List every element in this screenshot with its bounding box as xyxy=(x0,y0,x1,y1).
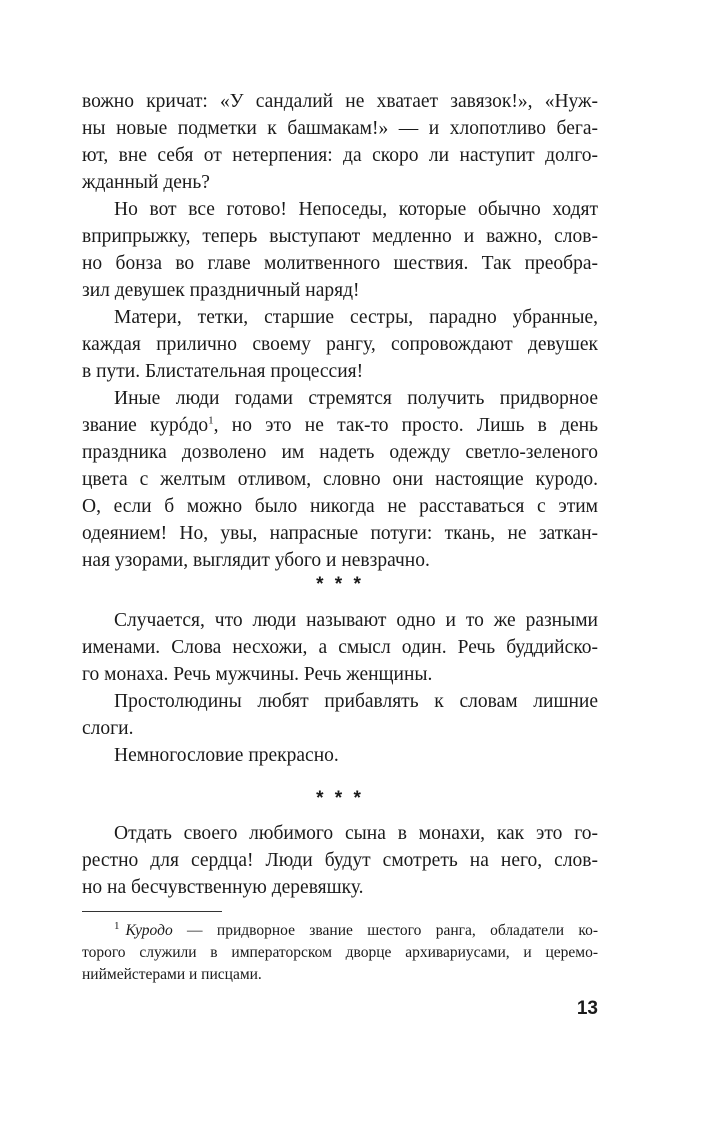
text-line-with-footnote-ref xyxy=(82,412,598,439)
text-line: ют, вне себя от нетерпения: да скоро ли наступит долго- xyxy=(82,145,598,166)
text-line: Матери, тетки, старшие сестры, парадно убранные, xyxy=(114,307,598,328)
section-separator: * * * xyxy=(316,574,364,595)
text-line: го монаха. Речь мужчины. Речь женщины. xyxy=(82,664,433,685)
text-line: зил девушек праздничный наряд! xyxy=(82,280,360,301)
text-line: Но вот все готово! Непоседы, которые обычно ходят xyxy=(114,199,598,220)
text-line: праздника дозволено им надеть одежду светло-зеленого xyxy=(82,442,598,463)
text-line: ная узорами, выглядит убого и невзрачно. xyxy=(82,550,430,571)
text-line: рестно для сердца! Люди будут смотреть на него, слов- xyxy=(82,850,598,871)
footnote-mark: 1 xyxy=(114,919,120,932)
footnote-line xyxy=(82,920,598,942)
text-fragment: звание курóдо xyxy=(82,415,209,436)
footnote-line: ниймейстерами и писцами. xyxy=(82,966,262,983)
text-line: Простолюдины любят прибавлять к словам лишние xyxy=(114,691,598,712)
text-line: Иные люди годами стремятся получить придворное xyxy=(114,388,598,409)
footnote-line: торого служили в императорском дворце архивариусами, и церемо- xyxy=(82,944,598,961)
footnote-divider xyxy=(82,911,222,912)
footnote-term: Куродо xyxy=(125,922,173,939)
text-line: Случается, что люди называют одно и то же разными xyxy=(114,610,598,631)
text-line: ны новые подметки к башмакам!» — и хлопотливо бега- xyxy=(82,118,598,139)
text-line: но на бесчувственную деревяшку. xyxy=(82,877,364,898)
text-line: одеянием! Но, увы, напрасные потуги: ткань, не заткан- xyxy=(82,523,598,544)
section-separator: * * * xyxy=(316,788,364,809)
text-line: О, если б можно было никогда не расставаться с этим xyxy=(82,496,598,517)
text-line: вприпрыжку, теперь выступают медленно и важно, слов- xyxy=(82,226,598,247)
footnote-reference: 1 xyxy=(208,414,214,427)
page-number: 13 xyxy=(576,998,598,1019)
text-line: слоги. xyxy=(82,718,134,739)
text-line: вожно кричат: «У сандалий не хватает завязок!», «Нуж- xyxy=(82,91,598,112)
text-line: цвета с желтым отливом, словно они настоящие куродо. xyxy=(82,469,598,490)
text-line: в пути. Блистательная процессия! xyxy=(82,361,364,382)
text-line: но бонза во главе молитвенного шествия. Так преобра- xyxy=(82,253,598,274)
text-line: Немногословие прекрасно. xyxy=(114,745,339,766)
text-line: каждая прилично своему рангу, сопровождают девушек xyxy=(82,334,598,355)
body-text-top xyxy=(82,88,598,574)
text-line: Отдать своего любимого сына в монахи, как это го- xyxy=(114,823,598,844)
body-text-bottom xyxy=(82,820,598,901)
footnote xyxy=(82,920,598,986)
body-text-middle xyxy=(82,607,598,769)
footnote-text: — придворное звание шестого ранга, обладатели ко- xyxy=(172,922,598,939)
text-fragment: , но это не так-то просто. Лишь в день xyxy=(213,415,598,436)
text-line: именами. Слова несхожи, а смысл один. Речь буддийско- xyxy=(82,637,598,658)
text-line: жданный день? xyxy=(82,172,210,193)
